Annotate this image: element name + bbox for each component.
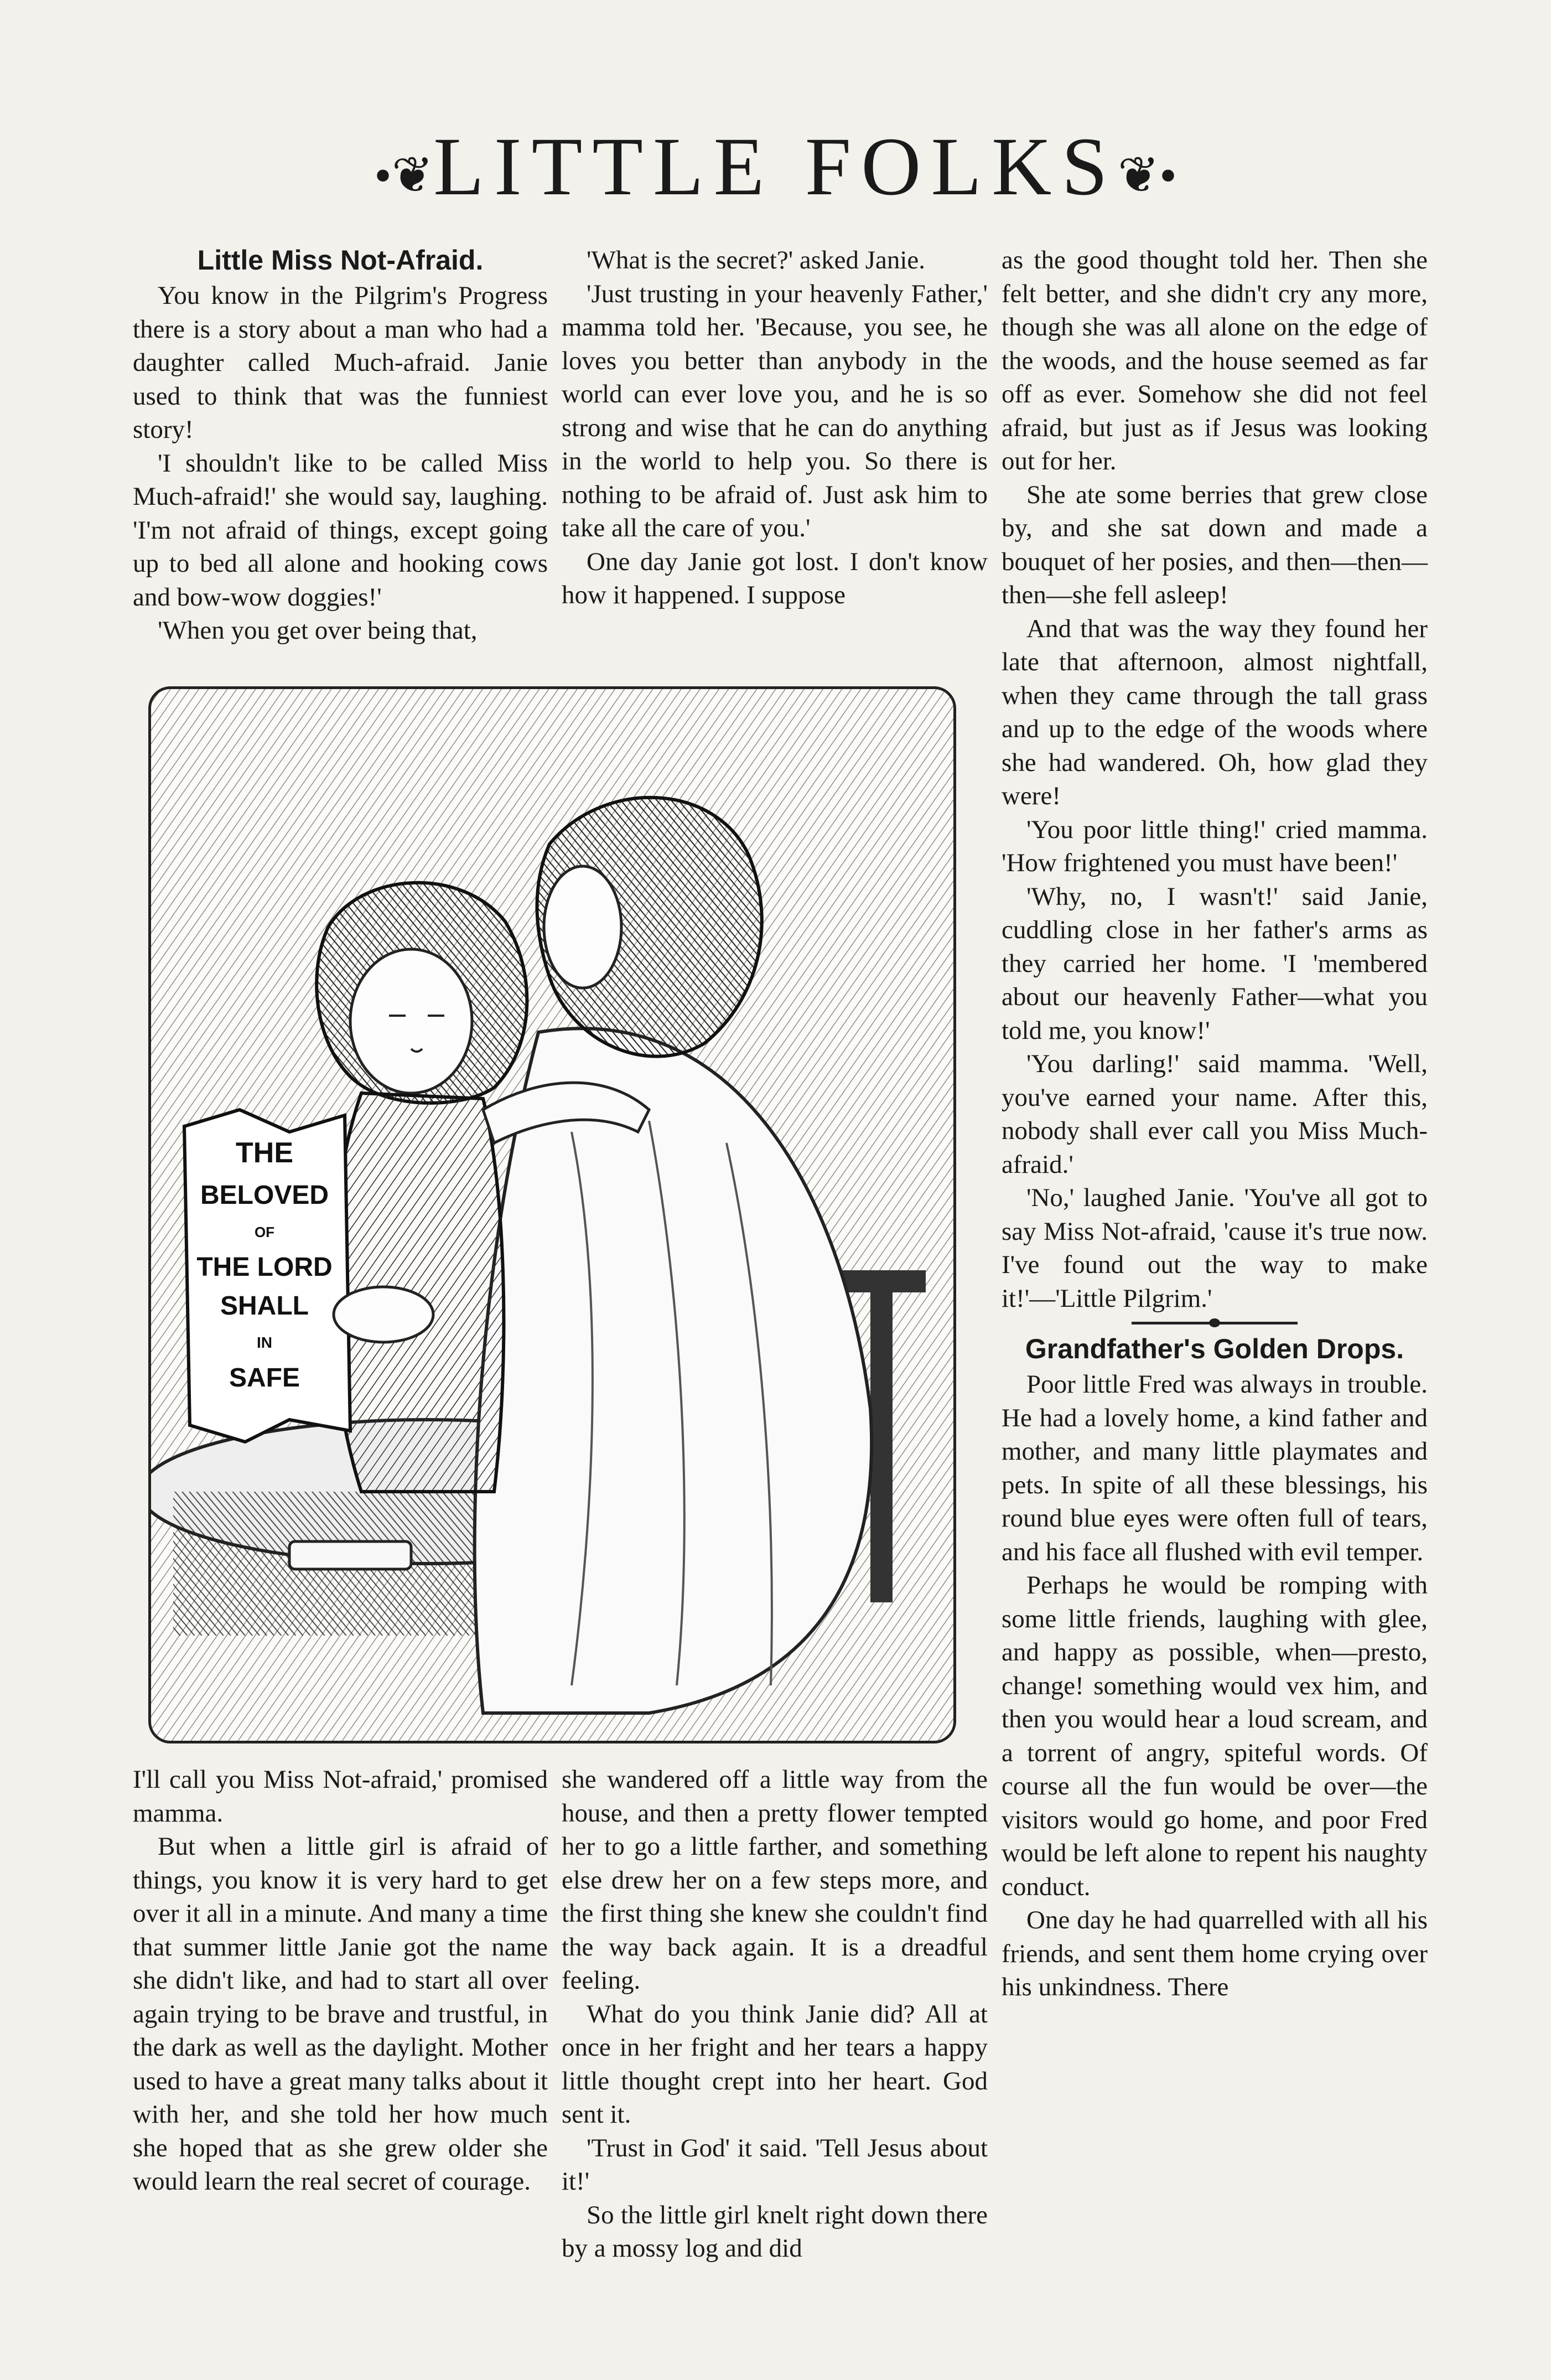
- paragraph: 'When you get over being that,: [158, 616, 478, 645]
- column-right: [1002, 244, 1428, 2004]
- paragraph: 'You darling!' said mamma. 'Well, you've earned your name. After this, nobody shall ever call you Miss Much-afraid.': [1002, 1049, 1428, 1179]
- sign-line: BELOVED: [200, 1181, 329, 1210]
- paragraph: 'Trust in God' it said. 'Tell Jesus about it!': [562, 2133, 988, 2196]
- sign-line: THE LORD: [196, 1253, 333, 1282]
- masthead: [0, 119, 1551, 214]
- masthead-title: LITTLE FOLKS: [433, 121, 1118, 213]
- ornament-right-icon: ❦•: [1117, 148, 1177, 204]
- paragraph: One day he had quarrelled with all his friends, and sent them home crying over his unkindness. There: [1002, 1906, 1428, 2001]
- paragraph: You know in the Pilgrim's Progress there is a story about a man who had a daughter called Much-afraid. Janie used to think that was the funniest story!: [133, 281, 548, 444]
- paragraph: I'll call you Miss Not-afraid,' promised mamma.: [133, 1765, 548, 1828]
- sign-line: OF: [254, 1224, 275, 1240]
- paragraph: 'I shouldn't like to be called Miss Much-afraid!' she would say, laughing. 'I'm not afraid of things, except going up to bed all alone and hooking cows and bow-wow doggies!': [133, 448, 548, 612]
- paragraph: she wandered off a little way from the house, and then a pretty flower tempted her to go a little farther, and something else drew her on a few steps more, and the first thing she knew she couldn't find the way back again. It is a dreadful feeling.: [562, 1765, 988, 1995]
- paragraph: 'Why, no, I wasn't!' said Janie, cuddling close in her father's arms as they carried her home. 'I 'membered about our heavenly Father—what you told me, you know!': [1002, 882, 1428, 1045]
- engraving-drawing: [151, 689, 953, 1741]
- column-left-bottom: [133, 1763, 548, 2198]
- paragraph: Perhaps he would be romping with some little friends, laughing with glee, and happy as possible, when—presto, change! something would vex him, and then you would hear a loud scream, and a torrent of angry, spiteful words. Of course all the fun would be over—the visitors would go home, and poor Fred would be left alone to repent his naughty conduct.: [1002, 1571, 1428, 1901]
- paragraph: And that was the way they found her late that afternoon, almost nightfall, when they came through the tall grass and up to the edge of the woods where she had wandered. Oh, how glad they were!: [1002, 614, 1428, 810]
- column-middle-top: [562, 244, 988, 612]
- sign-line: SHALL: [220, 1291, 309, 1321]
- section-divider: [1132, 1322, 1298, 1324]
- column-middle-bottom: [562, 1763, 988, 2265]
- paragraph: So the little girl knelt right down there by a mossy log and did: [562, 2200, 988, 2263]
- sign-line: SAFE: [229, 1363, 300, 1393]
- story-heading-grandfathers-golden-drops: Grandfather's Golden Drops.: [1025, 1333, 1404, 1364]
- paragraph: What do you think Janie did? All at once in her fright and her tears a happy little thought crept into her heart. God sent it.: [562, 1999, 988, 2129]
- column-left-top: [133, 244, 548, 648]
- illustration-mother-and-child: [148, 686, 956, 1743]
- paragraph: 'You poor little thing!' cried mamma. 'How frightened you must have been!': [1002, 815, 1428, 877]
- story-heading-little-miss-not-afraid: Little Miss Not-Afraid.: [197, 245, 484, 276]
- paragraph: Poor little Fred was always in trouble. He had a lovely home, a kind father and mother, and many little playmates and pets. In spite of all these blessings, his round blue eyes were often full of tears, and his face all flushed with evil temper.: [1002, 1370, 1428, 1566]
- sign-line: THE: [236, 1137, 293, 1169]
- paragraph: 'Just trusting in your heavenly Father,' mamma told her. 'Because, you see, he loves you better than anybody in the world can ever love you, and he is so strong and wise that he can do anything in the world to help you. So there is nothing to be afraid of. Just ask him to take all the care of you.': [562, 279, 988, 542]
- paragraph: But when a little girl is afraid of things, you know it is very hard to get over it all in a minute. And many a time that summer little Janie got the name she didn't like, and had to start all over again trying to be brave and trustful, in the dark as well as the daylight. Mother used to have a great many talks about it with her, and she told her how much she hoped that as she grew older she would learn the real secret of courage.: [133, 1832, 548, 2196]
- paragraph: She ate some berries that grew close by, and she sat down and made a bouquet of her posies, and then—then—then—she fell asleep!: [1002, 480, 1428, 609]
- sign-line: IN: [257, 1334, 272, 1351]
- paragraph: 'What is the secret?' asked Janie.: [587, 246, 926, 275]
- ornament-left-icon: •❦: [374, 148, 434, 204]
- paragraph: 'No,' laughed Janie. 'You've all got to say Miss Not-afraid, 'cause it's true now. I've found out the way to make it!'—'Little Pilgrim.': [1002, 1183, 1428, 1313]
- paragraph: as the good thought told her. Then she felt better, and she didn't cry any more, though she was all alone on the edge of the woods, and the house seemed as far off as ever. Somehow she did not feel afraid, but just as if Jesus was looking out for her.: [1002, 246, 1428, 475]
- paragraph: One day Janie got lost. I don't know how it happened. I suppose: [562, 547, 988, 609]
